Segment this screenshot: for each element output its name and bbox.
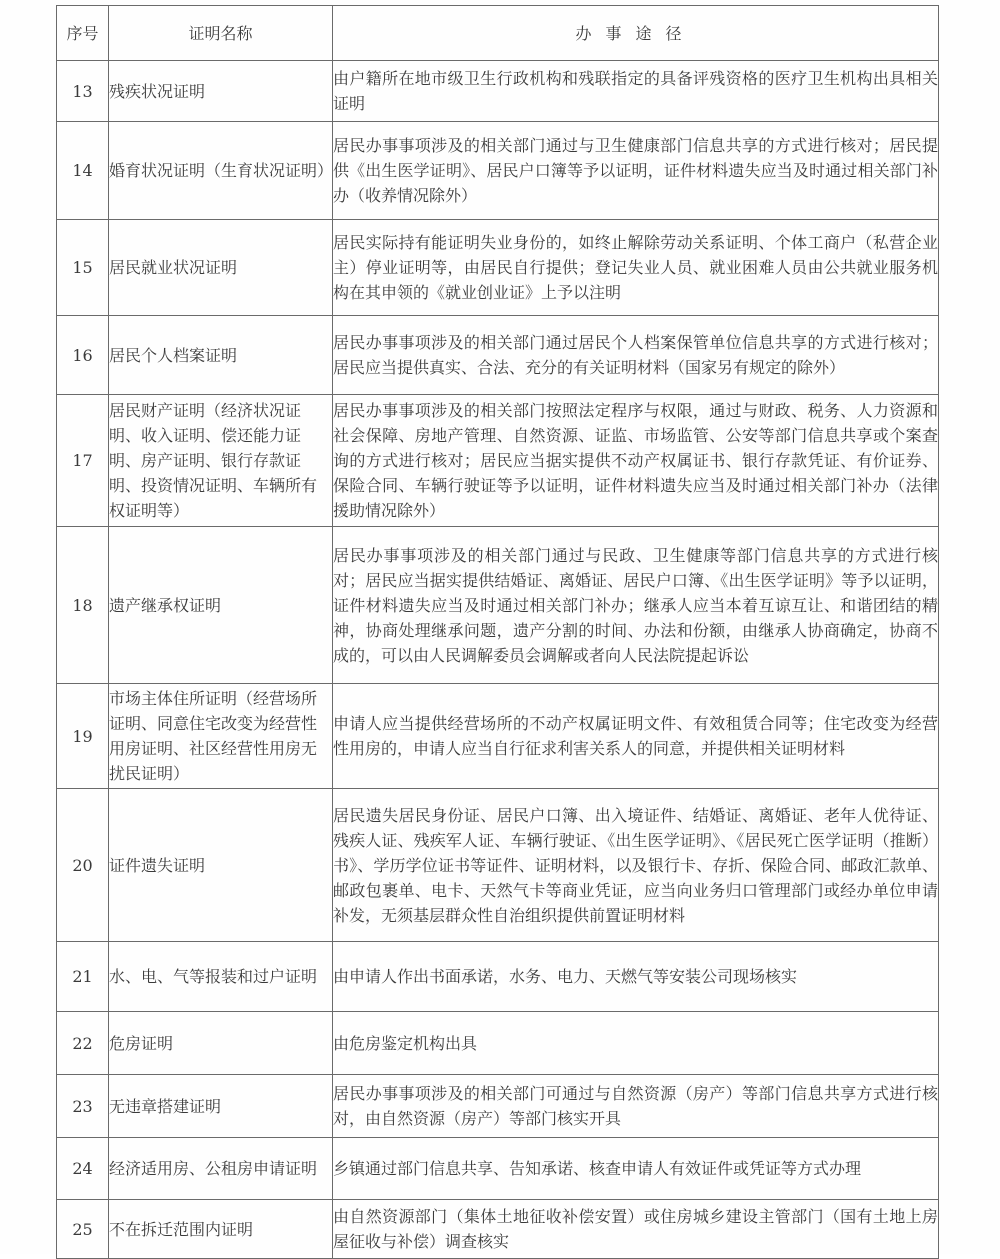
handling-method: 居民实际持有能证明失业身份的，如终止解除劳动关系证明、个体工商户（私营企业主）停业证明等，由居民自行提供；登记失业人员、就业困难人员由公共就业服务机构在其申领的《就业创业证》上予以注明 [333,220,939,316]
row-number: 21 [57,942,109,1012]
table-row [57,1200,939,1259]
table-row [57,1012,939,1075]
row-number: 23 [57,1075,109,1138]
certificate-name: 居民财产证明（经济状况证明、收入证明、偿还能力证明、房产证明、银行存款证明、投资情况证明、车辆所有权证明等） [109,395,333,527]
table-row [57,122,939,220]
row-number: 18 [57,527,109,684]
handling-method: 由户籍所在地市级卫生行政机构和残联指定的具备评残资格的医疗卫生机构出具相关证明 [333,61,939,122]
certificate-name: 水、电、气等报装和过户证明 [109,942,333,1012]
table-row [57,1075,939,1138]
certificate-name: 残疾状况证明 [109,61,333,122]
certificate-name: 市场主体住所证明（经营场所证明、同意住宅改变为经营性用房证明、社区经营性用房无扰民证明） [109,684,333,789]
row-number: 19 [57,684,109,789]
header-name: 证明名称 [109,6,333,61]
table-row [57,316,939,395]
handling-method: 由申请人作出书面承诺，水务、电力、天燃气等安装公司现场核实 [333,942,939,1012]
row-number: 15 [57,220,109,316]
header-num: 序号 [57,6,109,61]
table-row [57,1138,939,1200]
row-number: 22 [57,1012,109,1075]
handling-method: 居民办事事项涉及的相关部门通过居民个人档案保管单位信息共享的方式进行核对；居民应当提供真实、合法、充分的有关证明材料（国家另有规定的除外） [333,316,939,395]
certificate-table [56,5,939,1259]
row-number: 20 [57,789,109,942]
table-row [57,942,939,1012]
certificate-name: 婚育状况证明（生育状况证明） [109,122,333,220]
row-number: 17 [57,395,109,527]
row-number: 24 [57,1138,109,1200]
handling-method: 居民办事事项涉及的相关部门按照法定程序与权限，通过与财政、税务、人力资源和社会保障、房地产管理、自然资源、证监、市场监管、公安等部门信息共享或个案查询的方式进行核对；居民应当据实提供不动产权属证书、银行存款凭证、有价证券、保险合同、车辆行驶证等予以证明，证件材料遗失应当及时通过相关部门补办（法律援助情况除外） [333,395,939,527]
handling-method: 居民遗失居民身份证、居民户口簿、出入境证件、结婚证、离婚证、老年人优待证、残疾人证、残疾军人证、车辆行驶证、《出生医学证明》、《居民死亡医学证明（推断）书》、学历学位证书等证件、证明材料，以及银行卡、存折、保险合同、邮政汇款单、邮政包裹单、电卡、天然气卡等商业凭证，应当向业务归口管理部门或经办单位申请补发，无须基层群众性自治组织提供前置证明材料 [333,789,939,942]
certificate-name: 无违章搭建证明 [109,1075,333,1138]
header-method: 办事途径 [333,6,939,61]
table-row [57,61,939,122]
row-number: 16 [57,316,109,395]
certificate-name: 证件遗失证明 [109,789,333,942]
table-row [57,789,939,942]
handling-method: 申请人应当提供经营场所的不动产权属证明文件、有效租赁合同等；住宅改变为经营性用房的，申请人应当自行征求利害关系人的同意，并提供相关证明材料 [333,684,939,789]
handling-method: 由自然资源部门（集体土地征收补偿安置）或住房城乡建设主管部门（国有土地上房屋征收与补偿）调查核实 [333,1200,939,1259]
certificate-name: 危房证明 [109,1012,333,1075]
handling-method: 乡镇通过部门信息共享、告知承诺、核查申请人有效证件或凭证等方式办理 [333,1138,939,1200]
table-row [57,527,939,684]
certificate-name: 不在拆迁范围内证明 [109,1200,333,1259]
table-row [57,395,939,527]
row-number: 14 [57,122,109,220]
handling-method: 由危房鉴定机构出具 [333,1012,939,1075]
certificate-name: 居民个人档案证明 [109,316,333,395]
table-header-row [57,6,939,61]
row-number: 25 [57,1200,109,1259]
certificate-name: 遗产继承权证明 [109,527,333,684]
certificate-name: 经济适用房、公租房申请证明 [109,1138,333,1200]
table-row [57,220,939,316]
row-number: 13 [57,61,109,122]
table-row [57,684,939,789]
handling-method: 居民办事事项涉及的相关部门通过与卫生健康部门信息共享的方式进行核对；居民提供《出生医学证明》、居民户口簿等予以证明，证件材料遗失应当及时通过相关部门补办（收养情况除外） [333,122,939,220]
handling-method: 居民办事事项涉及的相关部门通过与民政、卫生健康等部门信息共享的方式进行核对；居民应当据实提供结婚证、离婚证、居民户口簿、《出生医学证明》等予以证明，证件材料遗失应当及时通过相关部门补办；继承人应当本着互谅互让、和谐团结的精神，协商处理继承问题，遗产分割的时间、办法和份额，由继承人协商确定，协商不成的，可以由人民调解委员会调解或者向人民法院提起诉讼 [333,527,939,684]
certificate-name: 居民就业状况证明 [109,220,333,316]
handling-method: 居民办事事项涉及的相关部门可通过与自然资源（房产）等部门信息共享方式进行核对，由自然资源（房产）等部门核实开具 [333,1075,939,1138]
